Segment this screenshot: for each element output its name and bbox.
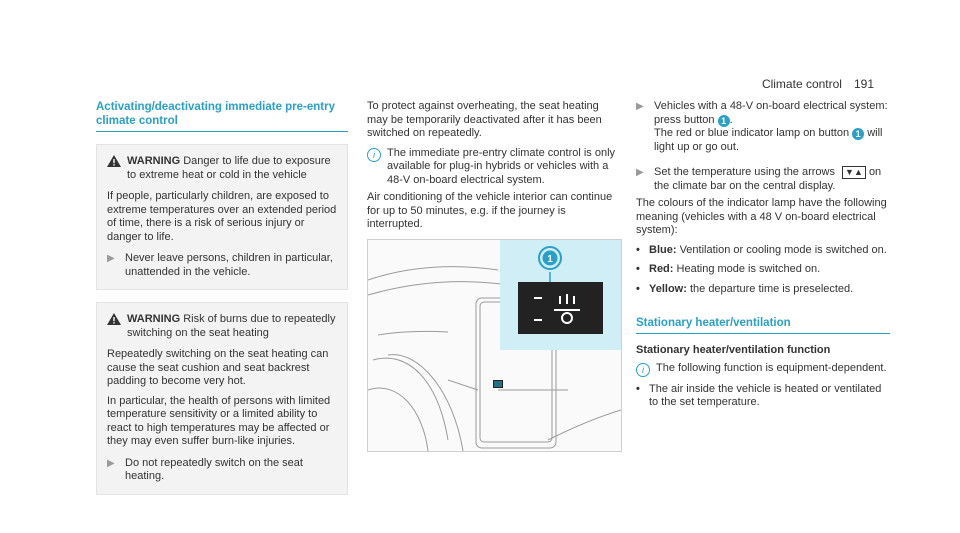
bullet-text: Ventilation or cooling mode is switched on. bbox=[679, 243, 887, 256]
bullet-term: Red: bbox=[649, 263, 674, 275]
warning-body-2: In particular, the health of persons with limited temperature sensitivity or a limited ability to react to high temperatures may be affected or they may even suffer burn-like injuries. bbox=[107, 394, 331, 447]
bullet-term: Blue: bbox=[649, 243, 677, 256]
dashboard-illustration bbox=[368, 240, 621, 451]
warning-summary: Risk of burns due to repeatedly switching on the seat heating bbox=[127, 313, 336, 339]
note-text: The immediate pre-entry climate control is only available for plug-in hybrids or vehicles with a 48-V on-board electrical system. bbox=[387, 146, 616, 186]
instruction-step-temperature bbox=[636, 166, 890, 193]
instruction-step-button: ▶ Vehicles with a 48-V on-board electrical system: press button 1 . The red or blue indicator lamp on button 1 will light up or go out. bbox=[636, 100, 888, 153]
step-text-end: on the climate bar on the central display. bbox=[654, 166, 882, 192]
paragraph-overheating: To protect against overheating, the seat heating may be temporarily deactivated after it has been switched on repeatedly. bbox=[367, 100, 602, 139]
bullet-text: Heating mode is switched on. bbox=[676, 263, 821, 275]
info-icon: i bbox=[636, 363, 650, 377]
step-arrow-icon: ▶ bbox=[636, 101, 644, 112]
note bbox=[367, 147, 621, 188]
step-text: Never leave persons, children in particular, unattended in the vehicle. bbox=[125, 252, 333, 278]
paragraph-lamp-colours: The colours of the indicator lamp have the following meaning (vehicles with a 48 V on-board electrical system): bbox=[636, 197, 887, 236]
step-arrow-icon: ▶ bbox=[107, 253, 115, 264]
subsection-title: Stationary heater/ventilation function bbox=[636, 344, 831, 356]
step-text-lamp: The red or blue indicator lamp on button bbox=[654, 127, 850, 139]
callout-badge: 1 bbox=[718, 115, 730, 127]
section-name: Climate control bbox=[761, 77, 842, 91]
climate-control-figure bbox=[367, 239, 622, 452]
info-icon: i bbox=[367, 148, 381, 162]
column-middle bbox=[367, 100, 621, 238]
arrow-keys-icon: ▼▲ bbox=[842, 166, 866, 179]
instruction-step bbox=[107, 457, 337, 484]
warning-label: WARNING bbox=[127, 155, 181, 167]
warning-box-exposure bbox=[96, 144, 348, 290]
step-text: Vehicles with a 48-V on-board electrical system: press button bbox=[654, 100, 888, 126]
warning-triangle-icon bbox=[107, 313, 121, 325]
warning-body-1: Repeatedly switching on the seat heating can cause the seat cushion and seat backrest padding to become very hot. bbox=[107, 348, 329, 387]
warning-summary: Danger to life due to exposure to extreme heat or cold in the vehicle bbox=[127, 155, 331, 181]
page-header bbox=[762, 78, 874, 92]
note bbox=[636, 362, 890, 377]
list-item: • The air inside the vehicle is heated or ventilated to the set temperature. bbox=[636, 383, 890, 410]
warning-box-burns bbox=[96, 302, 348, 495]
step-text-lamp-end: will light up or go out. bbox=[654, 127, 883, 153]
list-item: • Blue: Ventilation or cooling mode is switched on. bbox=[636, 243, 887, 256]
step-text: Set the temperature using the arrows bbox=[654, 166, 835, 178]
bullet-term: Yellow: bbox=[649, 282, 687, 295]
step-arrow-icon: ▶ bbox=[107, 457, 115, 469]
list-item: • Red: Heating mode is switched on. bbox=[636, 263, 821, 275]
warning-triangle-icon bbox=[107, 155, 121, 167]
bullet-text: The air inside the vehicle is heated or ventilated to the set temperature. bbox=[649, 382, 882, 408]
note-text: The following function is equipment-dependent. bbox=[656, 361, 887, 374]
section-heading bbox=[636, 316, 890, 334]
warning-body: If people, particularly children, are exposed to extreme temperatures over an extended period of time, there is a risk of serious injury or danger to life. bbox=[107, 190, 337, 243]
bullet-text: the departure time is preselected. bbox=[689, 282, 854, 295]
instruction-step bbox=[107, 252, 337, 279]
column-left bbox=[96, 100, 348, 507]
warning-label: WARNING bbox=[127, 313, 181, 325]
step-arrow-icon: ▶ bbox=[636, 167, 644, 178]
section-title: Activating/deactivating immediate pre-entry climate control bbox=[96, 101, 336, 127]
paragraph-air-conditioning: Air conditioning of the vehicle interior can continue for up to 50 minutes, e.g. if the journey is interrupted. bbox=[367, 191, 613, 230]
column-right bbox=[636, 100, 890, 416]
callout-badge: 1 bbox=[852, 128, 864, 140]
page-number: 191 bbox=[853, 77, 874, 91]
list-item: • Yellow: the departure time is preselected. bbox=[636, 282, 854, 295]
section-heading bbox=[96, 100, 348, 132]
section-title: Stationary heater/ventilation bbox=[636, 317, 791, 329]
step-text: Do not repeatedly switch on the seat heating. bbox=[125, 456, 303, 482]
figure-callout: 1 bbox=[547, 254, 553, 265]
